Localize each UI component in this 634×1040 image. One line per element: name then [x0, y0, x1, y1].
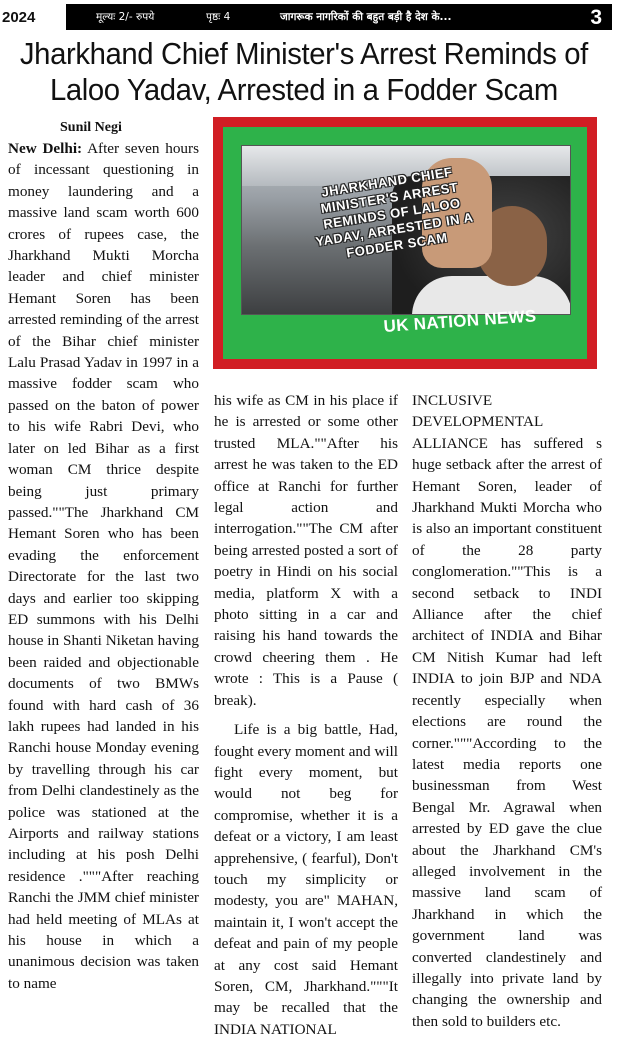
photo-green-panel [223, 127, 587, 359]
article-photo [213, 117, 597, 369]
article-headline: Jharkhand Chief Minister's Arrest Reminds of Laloo Yadav, Arrested in a Fodder Scam [19, 37, 588, 107]
photo-image [241, 145, 571, 315]
article-paragraph [8, 138, 199, 994]
page-label: पृष्ठः 4 [206, 11, 231, 23]
price-label: मूल्यः 2/- रुपये [96, 11, 155, 23]
article-column-2 [214, 390, 398, 1040]
issue-year: 2024 [0, 6, 60, 30]
column-2-paragraph-2: Life is a big battle, Had, fought every moment and will fight every moment, but would not beg for compromise, whether it is a defeat or a victory, I am least apprehensive, ( fearful), Don't touch my simplicity or modesty, you are" MAHAN, maintain it, I won't accept the defeat and pain of my people at any cost said Hemant Soren, CM, Jharkhand."""It may be recalled that the INDIA NATIONAL [214, 721, 398, 1038]
page-number: 3 [590, 6, 602, 29]
column-3-paragraph: INCLUSIVE DEVELOPMENTAL ALLIANCE has suffered s huge setback after the arrest of Hemant Soren, leader of Jharkhand Mukti Morcha who is also an important constituent of the 28 party conglomeration.""This is a second setback to INDI Alliance after the chief architect of INDIA and Bihar CM Nitish Kumar had left INDIA to join BJP and NDA recently especially when elections are round the corner."""According to the latest media reports one businessman from West Bengal Mr. Agrawal when arrested by ED gave the clue about the Jharkhand CM's alleged involvement in the massive land scam of Jharkhand in which the government land was converted clandestinely and illegally into private land by changing the ownership and then sold to builders etc. [412, 392, 602, 1030]
article-column-3 [412, 390, 602, 1032]
masthead-strip [0, 0, 634, 32]
header-tagline: जागरूक नागरिकों की बहुत बड़ी है देश के... [280, 11, 452, 23]
column-2-paragraph-1: his wife as CM in his place if he is arrested or some other trusted MLA.""After his arrest he was taken to the ED office at Ranchi for further legal action and interrogation.""The CM after being arrested posted a sort of poetry in Hindi on his social media, platform X with a photo sitting in a car and raising his hand towards the crowd cheering them . He wrote : This is a Pause ( break). [214, 392, 398, 709]
article-column-1 [8, 138, 199, 994]
article-dateline: New Delhi: [8, 140, 83, 157]
photo-overlay-text: JHARKHAND CHIEF MINISTER'S ARREST REMINDS OF LALOO YADAV, ARRESTED IN A FODDER SCAM [314, 164, 475, 261]
header-bar [66, 4, 612, 30]
column-1-text: After seven hours of incessant questioning in money laundering and a massive land scam worth 600 crores of rupees case, the Jharkhand Mukti Morcha leader and chief minister Hemant Soren has been arrested reminding of the arrest of the Bihar chief minister Lalu Prasad Yadav in 1997 in a massive fodder scam who passed on the baton of power to his wife Rabri Devi, who later on led Bihar as a first woman CM thrice despite being just primary passed.""The Jharkhand CM Hemant Soren who has been evading the enforcement Directorate for the last two days and earlier too skipping ED summons with his Delhi house in Shanti Niketan having been raided and objectionable documents of two BMWs found with hard cash of 36 lakh rupees had landed in his Ranchi house Monday evening by travelling through his car from Delhi clandestinely as the police was stationed at the Airports and railway stations including at his posh Delhi residence ."""After reaching Ranchi the JMM chief minister had held meeting of MLAs at his house in which a unanimous decision was taken to name [8, 140, 199, 992]
article-byline: Sunil Negi [60, 120, 122, 135]
photo-brand-label: UK NATION NEWS [383, 306, 538, 336]
